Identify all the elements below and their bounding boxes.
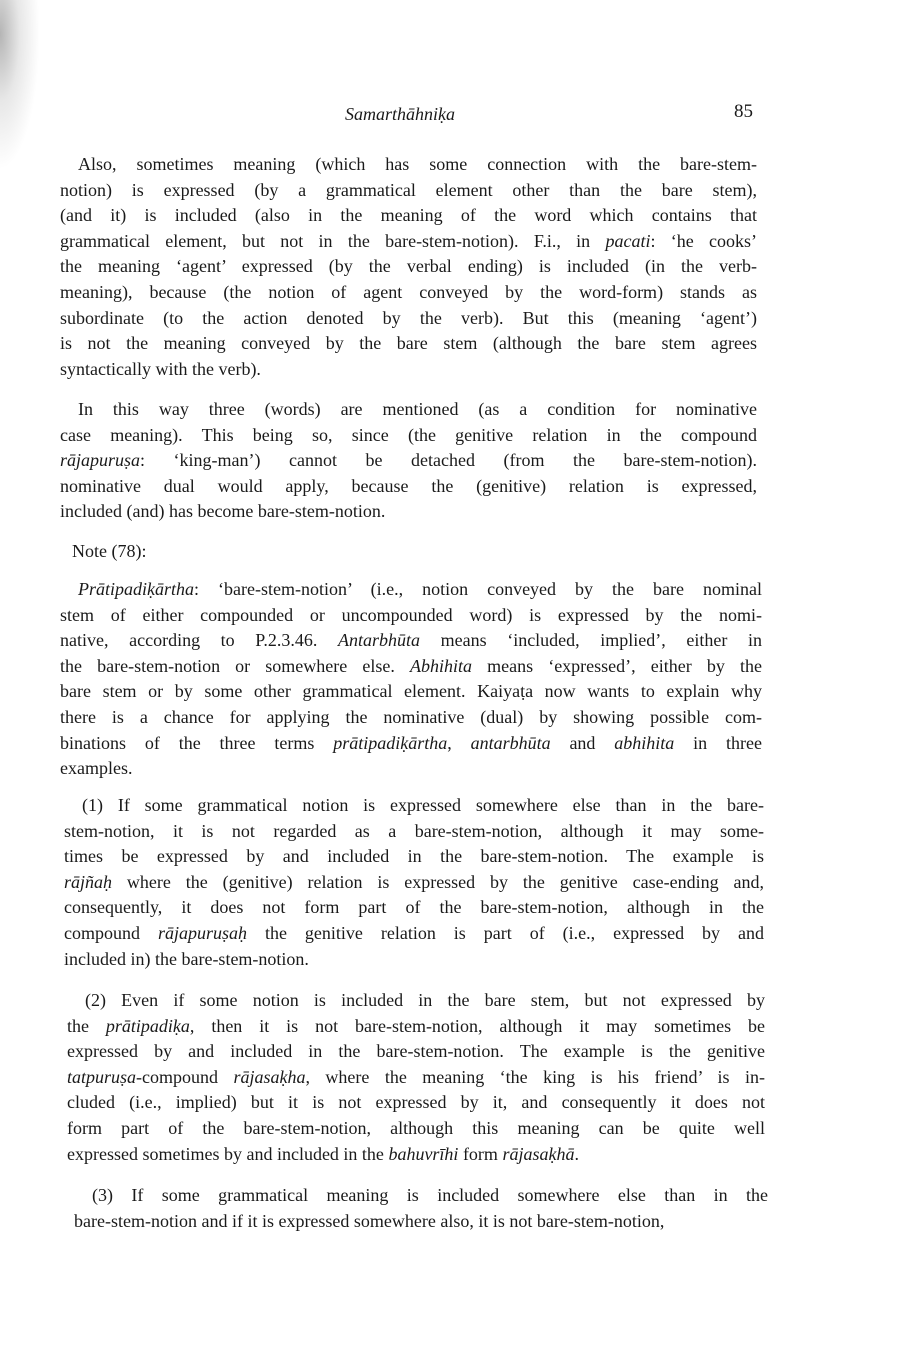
text-segment: nominative dual would apply, because the (genitive) relation is expressed, bbox=[60, 475, 757, 496]
text-line bbox=[60, 306, 757, 332]
text-line bbox=[60, 397, 757, 423]
text-segment: grammatical element, but not in the bare-stem-notion). F.i., in bbox=[60, 230, 606, 251]
text-segment: included (and) has become bare-stem-notion. bbox=[60, 501, 386, 522]
text-line bbox=[60, 229, 757, 255]
text-segment: Also, sometimes meaning (which has some connection with the bare-stem- bbox=[78, 154, 757, 174]
text-line bbox=[60, 357, 757, 383]
note-heading bbox=[72, 539, 769, 565]
text-line bbox=[67, 988, 765, 1014]
italic-term: Antarbhūta bbox=[337, 630, 420, 651]
text-line bbox=[60, 178, 757, 204]
italic-term: bahuvrīhi bbox=[388, 1143, 459, 1164]
italic-term: rājapuruṣa bbox=[60, 450, 141, 471]
text-line bbox=[67, 1065, 765, 1091]
text-line bbox=[64, 844, 764, 870]
text-line bbox=[67, 1142, 765, 1168]
italic-term: abhihita bbox=[614, 732, 675, 753]
text-line bbox=[74, 1209, 768, 1235]
text-segment: notion) is expressed (by a grammatical element other than the bare stem), bbox=[60, 179, 757, 200]
text-line bbox=[60, 331, 757, 357]
text-line bbox=[60, 705, 762, 731]
text-segment: Note (78): bbox=[72, 541, 147, 561]
text-segment: stem of either compounded or uncompounded word) is expressed by the nomi- bbox=[60, 604, 762, 625]
text-segment: where the (genitive) relation is expressed by the genitive case-ending and, bbox=[112, 871, 764, 892]
italic-term: prātipadiḳārtha bbox=[333, 732, 448, 753]
text-segment: means ‘included, implied’, either in bbox=[419, 630, 762, 651]
italic-term: pacati bbox=[605, 230, 651, 251]
text-line bbox=[67, 1014, 765, 1040]
text-segment: , then it is not bare-stem-notion, although it may sometimes be bbox=[189, 1015, 765, 1036]
scan-edge-shadow bbox=[0, 0, 40, 170]
italic-term: antarbhūta bbox=[470, 732, 551, 753]
text-segment: : ‘he cooks’ bbox=[650, 230, 757, 251]
text-line bbox=[64, 819, 764, 845]
text-line bbox=[60, 152, 757, 178]
text-segment: the genitive relation is part of (i.e., expressed by and bbox=[246, 922, 764, 943]
text-segment: the meaning ‘agent’ expressed (by the verbal ending) is included (in the verb- bbox=[60, 256, 757, 277]
text-line bbox=[60, 499, 757, 525]
text-segment: -compound bbox=[136, 1066, 234, 1087]
text-line bbox=[60, 448, 757, 474]
text-segment: consequently, it does not form part of the bare-stem-notion, although in the bbox=[64, 897, 764, 918]
text-segment: and bbox=[550, 732, 615, 753]
text-line bbox=[64, 947, 764, 973]
text-line bbox=[64, 870, 764, 896]
text-line bbox=[60, 254, 757, 280]
italic-term: rājasaḳhā bbox=[502, 1143, 575, 1164]
text-line bbox=[67, 1116, 765, 1142]
text-segment: bare-stem-notion and if it is expressed somewhere also, it is not bare-stem-notion, bbox=[74, 1210, 665, 1231]
italic-term: Prātipadiḳārtha bbox=[78, 579, 194, 599]
text-segment: case meaning). This being so, since (the genitive relation in the compound bbox=[60, 424, 757, 445]
italic-term: Abhihita bbox=[409, 655, 472, 676]
text-segment: included in) the bare-stem-notion. bbox=[64, 948, 309, 969]
text-line bbox=[67, 1090, 765, 1116]
text-segment: bare stem or by some other grammatical element. Kaiyaṭa now wants to explain why bbox=[60, 681, 762, 702]
text-line bbox=[60, 756, 762, 782]
page-number: 85 bbox=[734, 101, 753, 122]
text-segment: there is a chance for applying the nominative (dual) by showing possible com- bbox=[60, 706, 762, 727]
paragraph-pratipadikartha bbox=[60, 577, 762, 782]
text-line bbox=[67, 1039, 765, 1065]
text-line bbox=[60, 603, 762, 629]
text-segment: means ‘expressed’, either by the bbox=[471, 655, 762, 676]
italic-term: rājapuruṣaḥ bbox=[157, 922, 247, 943]
text-segment: times be expressed by and included in the bare-stem-notion. The example is bbox=[64, 846, 764, 867]
italic-term: tatpuruṣa bbox=[67, 1066, 137, 1087]
text-segment: binations of the three terms bbox=[60, 732, 334, 753]
text-segment: is not the meaning conveyed by the bare stem (although the bare stem agrees bbox=[60, 333, 757, 354]
text-line bbox=[60, 577, 762, 603]
text-segment: (and it) is included (also in the meaning of the word which contains that bbox=[60, 205, 757, 226]
text-segment: (1) If some grammatical notion is expressed somewhere else than in the bare- bbox=[82, 795, 764, 815]
text-segment: meaning), because (the notion of agent conveyed by the word-form) stands as bbox=[60, 281, 757, 302]
text-line bbox=[60, 474, 757, 500]
running-title: Samarthāhniḳa bbox=[345, 104, 455, 124]
text-line bbox=[60, 628, 762, 654]
text-line bbox=[60, 679, 762, 705]
text-segment: In this way three (words) are mentioned (as a condition for nominative bbox=[78, 399, 757, 419]
text-line bbox=[60, 423, 757, 449]
paragraph-example-2 bbox=[67, 988, 765, 1167]
text-segment: examples. bbox=[60, 758, 133, 779]
text-line bbox=[60, 280, 757, 306]
italic-term: rājñaḥ bbox=[64, 871, 113, 892]
text-segment: (3) If some grammatical meaning is included somewhere else than in the bbox=[92, 1185, 768, 1205]
text-line bbox=[74, 1183, 768, 1209]
text-segment: form bbox=[458, 1143, 503, 1164]
text-segment: expressed by and included in the bare-stem-notion. The example is the genitive bbox=[67, 1041, 765, 1062]
text-segment: expressed sometimes by and included in the bbox=[67, 1143, 389, 1164]
text-segment: native, according to P.2.3.46. bbox=[60, 630, 338, 651]
text-line bbox=[60, 654, 762, 680]
text-segment: the bare-stem-notion or somewhere else. bbox=[60, 655, 410, 676]
italic-term: rājasaḳha bbox=[233, 1066, 306, 1087]
text-segment: , where the meaning ‘the king is his friend’ is in- bbox=[305, 1066, 766, 1087]
text-segment: . bbox=[574, 1143, 579, 1164]
text-segment: the bbox=[67, 1015, 106, 1036]
text-line bbox=[64, 793, 764, 819]
text-line bbox=[60, 731, 762, 757]
text-segment: : ‘king-man’) cannot be detached (from the bare-stem-notion). bbox=[140, 450, 757, 471]
paragraph-example-1 bbox=[64, 793, 764, 972]
text-segment: stem-notion, it is not regarded as a bare-stem-notion, although it may some- bbox=[64, 820, 764, 841]
text-line bbox=[64, 895, 764, 921]
text-segment: (2) Even if some notion is included in the bare stem, but not expressed by bbox=[85, 990, 765, 1010]
paragraph-also bbox=[60, 152, 757, 382]
text-segment: : ‘bare-stem-notion’ (i.e., notion conveyed by the bare nominal bbox=[194, 579, 762, 599]
text-segment: , bbox=[447, 732, 471, 753]
text-line bbox=[64, 921, 764, 947]
text-segment: compound bbox=[64, 922, 158, 943]
paragraph-three-words bbox=[60, 397, 757, 525]
paragraph-example-3 bbox=[74, 1183, 768, 1234]
text-segment: syntactically with the verb). bbox=[60, 358, 261, 379]
text-segment: form part of the bare-stem-notion, although this meaning can be quite well bbox=[67, 1117, 765, 1138]
text-segment: subordinate (to the action denoted by the verb). But this (meaning ‘agent’) bbox=[60, 307, 757, 328]
text-line bbox=[72, 539, 769, 565]
text-segment: in three bbox=[674, 732, 762, 753]
text-segment: cluded (i.e., implied) but it is not expressed by it, and consequently it does not bbox=[67, 1092, 765, 1113]
text-line bbox=[60, 203, 757, 229]
italic-term: prātipadiḳa bbox=[105, 1015, 190, 1036]
